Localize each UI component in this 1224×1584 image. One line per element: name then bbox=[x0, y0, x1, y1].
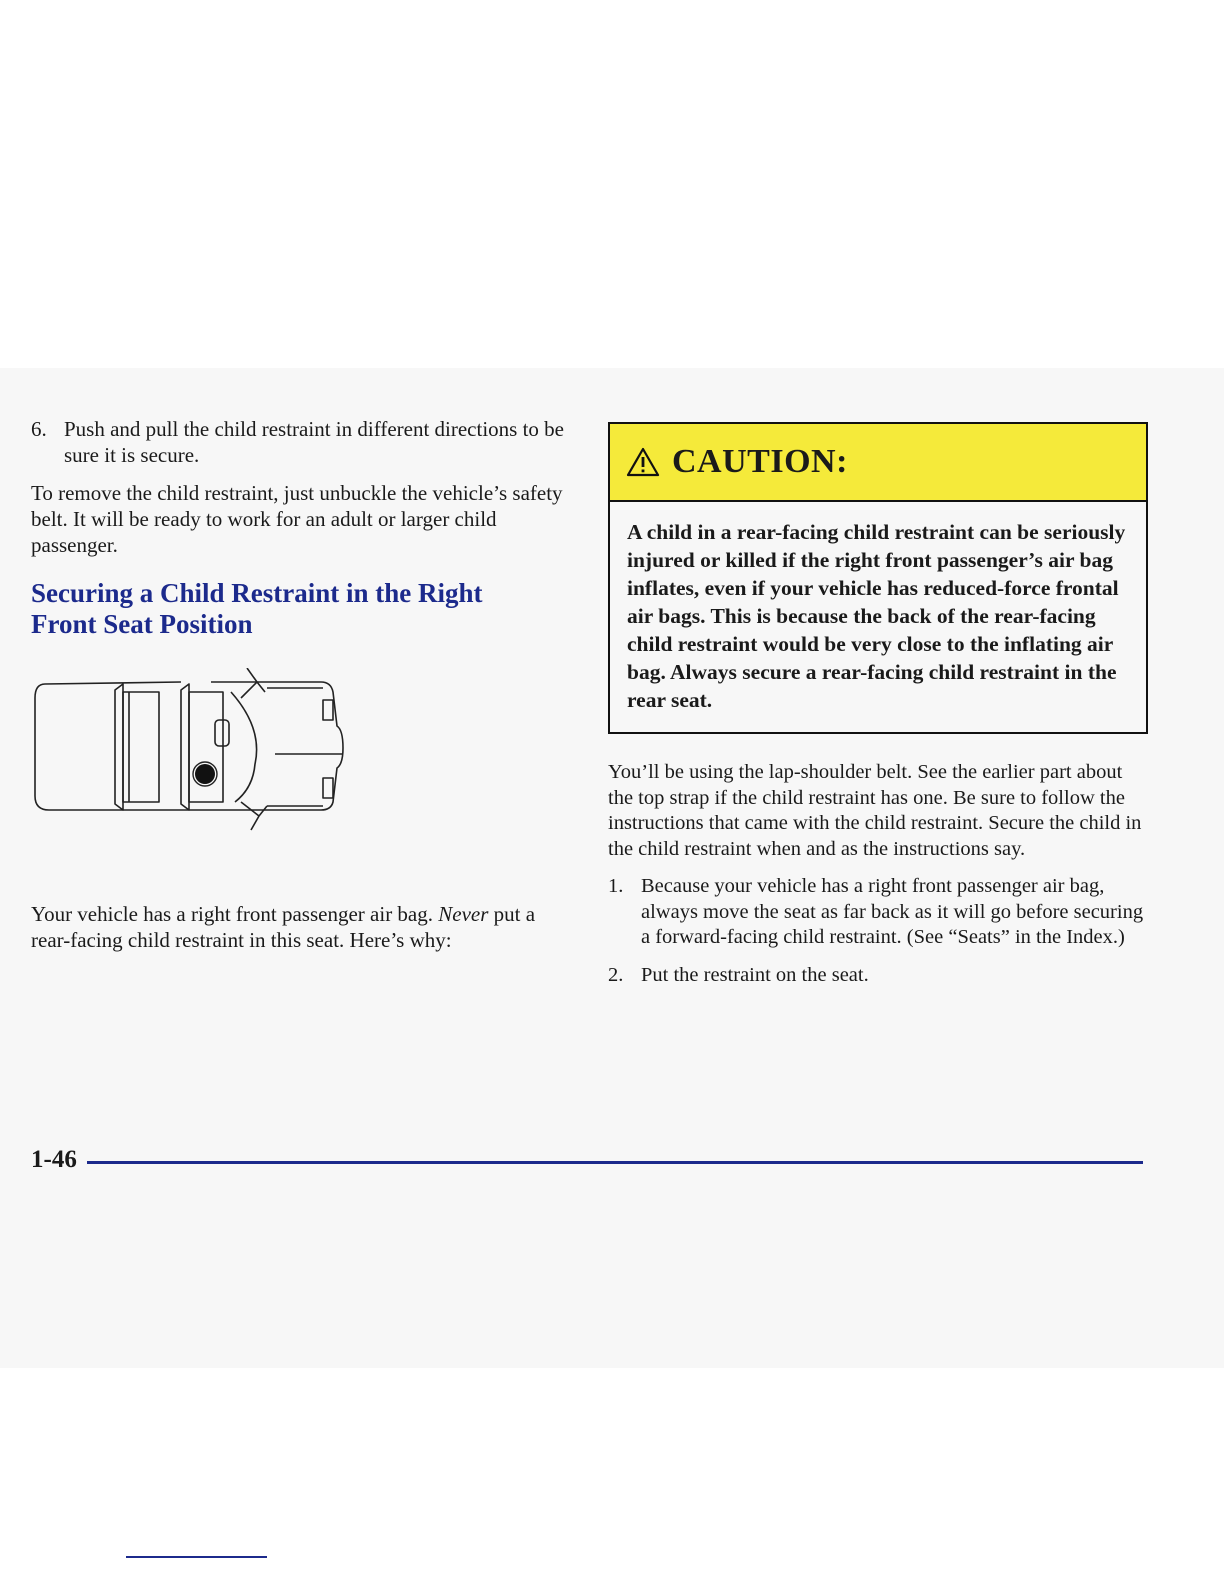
footer-rule bbox=[87, 1161, 1143, 1164]
belt-paragraph: You’ll be using the lap-shoulder belt. See the earlier part about the top strap if the child restraint has one. Be sure to follow the instructions that came with the child restraint. Secure the child in the child restraint when and as the instructions say. bbox=[608, 761, 1142, 860]
page-number: 1-46 bbox=[31, 1146, 77, 1173]
intro-never: Never bbox=[438, 902, 489, 926]
step-text: Push and pull the child restraint in different directions to be sure it is secure. bbox=[64, 417, 565, 467]
remove-paragraph: To remove the child restraint, just unbuckle the vehicle’s safety belt. It will be ready to work for an adult or larger child passenger. bbox=[31, 481, 563, 557]
caution-text: A child in a rear-facing child restraint can be seriously injured or killed if the right front passenger’s air bag inflates, even if your vehicle has reduced-force frontal air bags. This is because the back of the rear-facing child restraint would be very close to the inflating air bag. Always secure a rear-facing child restraint in the rear seat. bbox=[627, 520, 1126, 712]
heading-line-1: Securing a Child Restraint in the Right bbox=[31, 578, 483, 608]
left-column bbox=[31, 416, 571, 953]
caution-box bbox=[608, 422, 1148, 734]
step-text: Because your vehicle has a right front passenger air bag, always move the seat as far back as it will go before securing a forward-facing child restraint. (See “Seats” in the Index.) bbox=[641, 875, 1144, 948]
intro-text: Your vehicle has a right front passenger air bag. bbox=[31, 902, 439, 926]
step-6 bbox=[31, 416, 571, 468]
step-1 bbox=[608, 874, 1148, 951]
intro-text-end: put a rear-facing child restraint in this seat. Here’s why: bbox=[31, 902, 536, 952]
step-number: 1. bbox=[608, 875, 624, 897]
section-heading bbox=[31, 578, 571, 640]
step-text: Put the restraint on the seat. bbox=[641, 963, 869, 986]
vehicle-top-view-icon bbox=[31, 668, 371, 848]
right-column bbox=[608, 422, 1148, 1000]
step-number: 6. bbox=[31, 417, 47, 441]
step-number: 2. bbox=[608, 963, 624, 986]
caution-title: CAUTION: bbox=[672, 443, 848, 480]
heading-line-2: Front Seat Position bbox=[31, 609, 253, 639]
step-2 bbox=[608, 963, 1148, 989]
caution-header bbox=[610, 424, 1146, 502]
airbag-intro bbox=[31, 901, 571, 953]
page-footer bbox=[31, 1145, 1143, 1175]
bottom-rule bbox=[126, 1556, 267, 1558]
warning-triangle-icon bbox=[626, 447, 660, 477]
